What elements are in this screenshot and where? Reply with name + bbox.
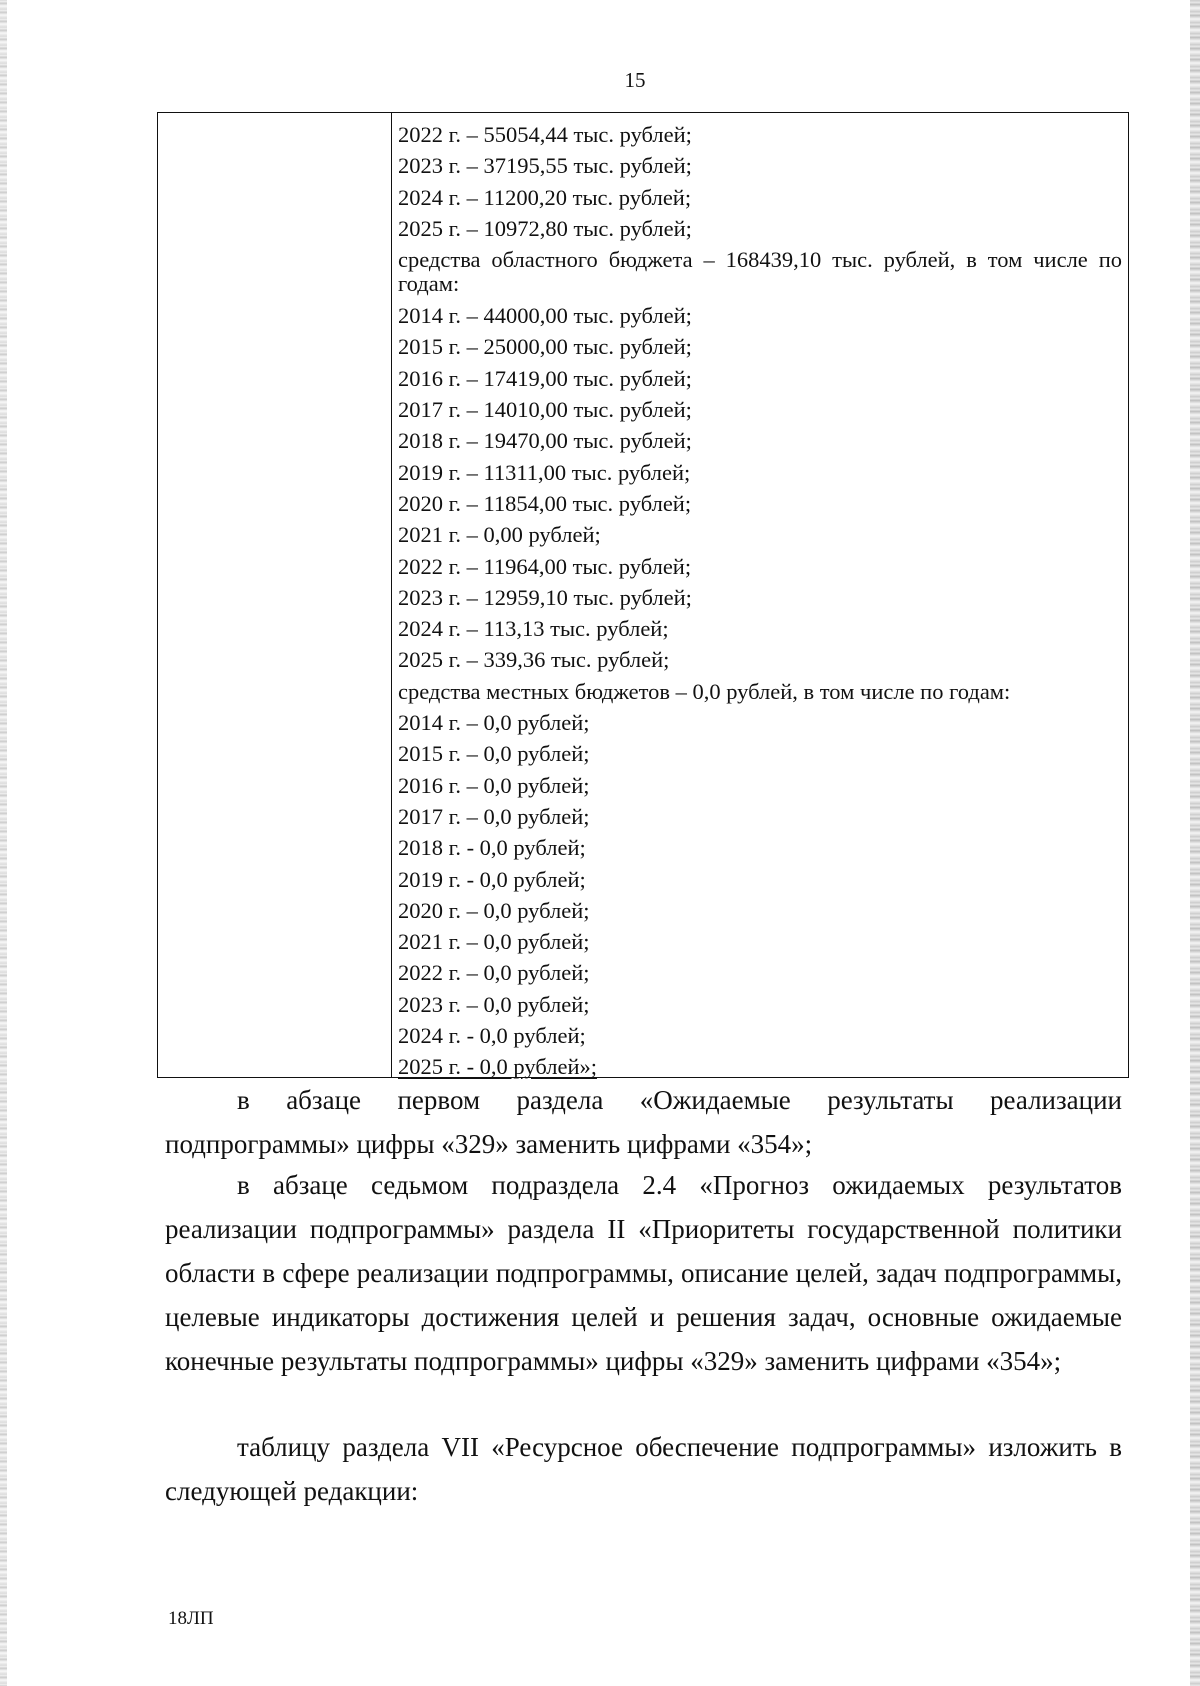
regional-budget-heading: средства областного бюджета – 168439,10 тыс. рублей, в том числе по годам:	[398, 247, 1122, 297]
funding-line: 2022 г. – 0,0 рублей;	[398, 960, 590, 986]
funding-line: 2020 г. – 11854,00 тыс. рублей;	[398, 490, 692, 516]
funding-line: 2016 г. – 17419,00 тыс. рублей;	[398, 365, 692, 391]
funding-line: 2018 г. - 0,0 рублей;	[398, 835, 586, 861]
funding-line: 2014 г. – 44000,00 тыс. рублей;	[398, 303, 692, 329]
funding-line: 2016 г. – 0,0 рублей;	[398, 772, 590, 798]
funding-line: 2020 г. – 0,0 рублей;	[398, 897, 590, 923]
funding-line: 2021 г. – 0,0 рублей;	[398, 929, 590, 955]
table-column-divider	[391, 113, 392, 1077]
funding-line: 2024 г. – 113,13 тыс. рублей;	[398, 616, 669, 642]
funding-line: 2019 г. – 11311,00 тыс. рублей;	[398, 459, 691, 485]
funding-line: 2025 г. - 0,0 рублей»;	[398, 1054, 597, 1080]
document-code: 18ЛП	[168, 1608, 214, 1629]
paragraph-text: таблицу раздела VII «Ресурсное обеспечение подпрограммы» изложить в следующей редакции:	[165, 1432, 1122, 1506]
funding-line: 2025 г. – 339,36 тыс. рублей;	[398, 647, 670, 673]
paragraph-text: в абзаце первом раздела «Ожидаемые результаты реализации подпрограммы» цифры «329» заменить цифрами «354»;	[165, 1085, 1122, 1159]
funding-line: 2024 г. - 0,0 рублей;	[398, 1023, 586, 1049]
funding-line: 2022 г. – 11964,00 тыс. рублей;	[398, 553, 692, 579]
table-right-cell	[398, 119, 1122, 1083]
funding-line: 2015 г. – 25000,00 тыс. рублей;	[398, 334, 692, 360]
body-paragraph-2	[165, 1163, 1122, 1383]
funding-line: 2014 г. – 0,0 рублей;	[398, 710, 590, 736]
funding-line: 2017 г. – 14010,00 тыс. рублей;	[398, 397, 692, 423]
funding-line: 2025 г. – 10972,80 тыс. рублей;	[398, 215, 692, 241]
funding-line: 2017 г. – 0,0 рублей;	[398, 803, 590, 829]
funding-line: 2022 г. – 55054,44 тыс. рублей;	[398, 122, 692, 147]
funding-line: 2015 г. – 0,0 рублей;	[398, 741, 590, 767]
local-budget-heading: средства местных бюджетов – 0,0 рублей, в том числе по годам:	[398, 678, 1011, 704]
funding-line: 2018 г. – 19470,00 тыс. рублей;	[398, 428, 692, 454]
funding-line: 2024 г. – 11200,20 тыс. рублей;	[398, 184, 692, 210]
paragraph-text: в абзаце седьмом подраздела 2.4 «Прогноз ожидаемых результатов реализации подпрограммы» раздела II «Приоритеты государственной политики области в сфере реализации подпрограммы, описание целей, задач подпрограммы, целевые индикаторы достижения целей и решения задач, основные ожидаемые конечные результаты подпрограммы» цифры «329» заменить цифрами «354»;	[165, 1170, 1122, 1376]
funding-table	[157, 112, 1129, 1078]
body-paragraph-3	[165, 1425, 1122, 1513]
scan-edge-left	[0, 0, 7, 1686]
page-number: 15	[624, 68, 646, 92]
funding-line: 2023 г. – 12959,10 тыс. рублей;	[398, 584, 692, 610]
funding-line: 2019 г. - 0,0 рублей;	[398, 866, 586, 892]
funding-line: 2021 г. – 0,00 рублей;	[398, 522, 601, 548]
funding-line: 2023 г. – 0,0 рублей;	[398, 991, 590, 1017]
scan-edge-right	[1190, 0, 1200, 1686]
funding-line: 2023 г. – 37195,55 тыс. рублей;	[398, 153, 692, 179]
body-paragraph-1	[165, 1078, 1122, 1166]
